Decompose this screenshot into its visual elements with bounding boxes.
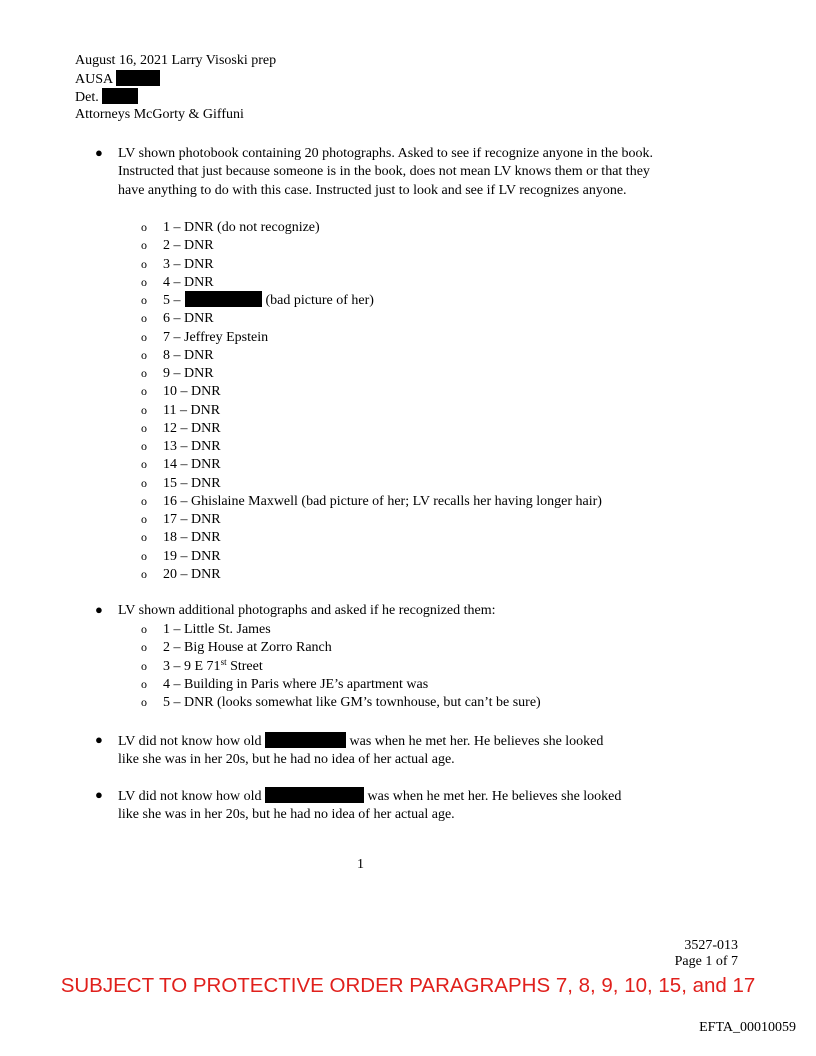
hollow-circle-icon: o bbox=[141, 439, 147, 453]
hollow-circle-icon: o bbox=[141, 329, 147, 344]
efta-id: EFTA_00010059 bbox=[699, 1020, 796, 1035]
redaction-box bbox=[116, 70, 160, 86]
list-item-suffix: (bad picture of her) bbox=[265, 293, 374, 308]
hollow-circle-icon: o bbox=[141, 347, 147, 362]
attorneys-line: Attorneys McGorty & Giffuni bbox=[75, 107, 244, 122]
list-item bbox=[141, 455, 221, 474]
section3-suffix: was when he met her. He believes she looked bbox=[349, 734, 604, 749]
page-number: 1 bbox=[357, 857, 364, 872]
list-item bbox=[141, 620, 271, 639]
list-item-text: 5 – bbox=[163, 293, 181, 308]
list-item bbox=[141, 255, 214, 274]
list-item-text: 6 – DNR bbox=[163, 311, 214, 327]
hollow-circle-icon: o bbox=[141, 695, 147, 709]
hollow-circle-icon: o bbox=[141, 274, 147, 289]
bullet-icon: ● bbox=[95, 145, 103, 160]
section4-prefix: LV did not know how old bbox=[118, 789, 262, 804]
list-item bbox=[141, 474, 221, 493]
list-item-text: 3 – 9 E 71 bbox=[163, 658, 221, 674]
list-item bbox=[141, 638, 332, 657]
list-item-text: 10 – DNR bbox=[163, 384, 221, 400]
list-item-text: 2 – Big House at Zorro Ranch bbox=[163, 640, 332, 656]
list-item bbox=[141, 328, 268, 347]
section3-para bbox=[118, 732, 658, 770]
list-item-text: 7 – Jeffrey Epstein bbox=[163, 329, 269, 345]
section4-line2: like she was in her 20s, but he had no idea of her actual age. bbox=[118, 807, 455, 823]
list-item bbox=[141, 565, 221, 584]
hollow-circle-icon: o bbox=[141, 238, 147, 253]
section3-line2: like she was in her 20s, but he had no idea of her actual age. bbox=[118, 752, 455, 768]
section4-suffix: was when he met her. He believes she looked bbox=[367, 789, 622, 804]
list-item-text: 17 – DNR bbox=[163, 512, 221, 527]
list-item-text: 15 – DNR bbox=[163, 475, 221, 491]
list-item bbox=[141, 218, 320, 237]
list-item-text: 2 – DNR bbox=[163, 238, 214, 254]
list-item-text: 1 – Little St. James bbox=[163, 622, 271, 637]
list-item-text: 1 – DNR (do not recognize) bbox=[163, 220, 320, 235]
list-item bbox=[141, 382, 221, 401]
hollow-circle-icon: o bbox=[141, 493, 147, 508]
det-line bbox=[75, 88, 138, 107]
list-item bbox=[141, 364, 214, 383]
hollow-circle-icon: o bbox=[141, 512, 147, 526]
list-item bbox=[141, 346, 214, 365]
list-item-text: 9 – DNR bbox=[163, 366, 214, 381]
hollow-circle-icon: o bbox=[141, 566, 147, 581]
list-item bbox=[141, 547, 221, 566]
ausa-line bbox=[75, 70, 160, 89]
list-item bbox=[141, 657, 263, 676]
list-item bbox=[141, 419, 221, 438]
list-item-text: 20 – DNR bbox=[163, 566, 221, 582]
hollow-circle-icon: o bbox=[141, 220, 147, 234]
hollow-circle-icon: o bbox=[141, 311, 147, 326]
list-item-text: 19 – DNR bbox=[163, 548, 221, 564]
list-item-text: 12 – DNR bbox=[163, 420, 221, 436]
document-code: 3527-013 bbox=[684, 938, 738, 953]
list-item-text: 4 – DNR bbox=[163, 274, 214, 290]
bullet-icon: ● bbox=[95, 732, 103, 747]
hollow-circle-icon: o bbox=[141, 457, 147, 472]
list-item bbox=[141, 693, 541, 712]
hollow-circle-icon: o bbox=[141, 366, 147, 380]
hollow-circle-icon: o bbox=[141, 548, 147, 563]
list-item-text: 16 – Ghislaine Maxwell (bad picture of her; LV recalls her having longer hair) bbox=[163, 493, 602, 509]
hollow-circle-icon: o bbox=[141, 475, 147, 490]
list-item-text: 11 – DNR bbox=[163, 402, 221, 418]
ausa-label: AUSA bbox=[75, 72, 113, 87]
hollow-circle-icon: o bbox=[141, 530, 147, 545]
list-item-text: 5 – DNR (looks somewhat like GM’s townhouse, but can’t be sure) bbox=[163, 695, 541, 710]
list-item bbox=[141, 236, 214, 255]
hollow-circle-icon: o bbox=[141, 420, 147, 435]
bullet-icon: ● bbox=[95, 787, 103, 802]
bullet-icon: ● bbox=[95, 602, 103, 617]
hollow-circle-icon: o bbox=[141, 640, 147, 655]
list-item-text: 14 – DNR bbox=[163, 457, 221, 473]
section4-para bbox=[118, 787, 658, 825]
det-label: Det. bbox=[75, 90, 99, 105]
hollow-circle-icon: o bbox=[141, 256, 147, 271]
protective-order-notice: SUBJECT TO PROTECTIVE ORDER PARAGRAPHS 7, 8, 9, 10, 15, and 17 bbox=[60, 974, 756, 997]
list-item-text: 13 – DNR bbox=[163, 439, 221, 454]
list-item-text: 18 – DNR bbox=[163, 530, 221, 546]
hollow-circle-icon: o bbox=[141, 402, 147, 417]
list-item bbox=[141, 437, 221, 456]
section3-prefix: LV did not know how old bbox=[118, 734, 262, 749]
header-title: August 16, 2021 Larry Visoski prep bbox=[75, 53, 277, 68]
list-item-text: 3 – DNR bbox=[163, 256, 214, 272]
list-item bbox=[141, 492, 602, 511]
list-item-suffix: Street bbox=[226, 658, 263, 674]
page-indicator: Page 1 of 7 bbox=[674, 954, 738, 969]
list-item bbox=[141, 510, 221, 529]
redaction-box bbox=[265, 787, 364, 803]
hollow-circle-icon: o bbox=[141, 293, 147, 307]
ordinal-suffix: st bbox=[220, 656, 227, 667]
hollow-circle-icon: o bbox=[141, 676, 147, 691]
list-item-text: 4 – Building in Paris where JE’s apartment was bbox=[163, 676, 429, 692]
list-item bbox=[141, 675, 428, 694]
hollow-circle-icon: o bbox=[141, 658, 147, 673]
list-item-text: 8 – DNR bbox=[163, 347, 214, 363]
redaction-box bbox=[102, 88, 138, 104]
list-item bbox=[141, 401, 220, 420]
hollow-circle-icon: o bbox=[141, 622, 147, 636]
redaction-box bbox=[185, 291, 262, 307]
list-item bbox=[141, 291, 374, 310]
list-item bbox=[141, 273, 214, 292]
list-item bbox=[141, 309, 214, 328]
redaction-box bbox=[265, 732, 346, 748]
list-item bbox=[141, 528, 221, 547]
hollow-circle-icon: o bbox=[141, 384, 147, 399]
section1-intro: LV shown photobook containing 20 photographs. Asked to see if recognize anyone in the book. Instructed that just because someone is in the book, does not mean LV knows them or that they have anything to do with this case. Instructed just to look and see if LV recognizes anyone. bbox=[118, 146, 654, 198]
section2-intro: LV shown additional photographs and asked if he recognized them: bbox=[118, 603, 496, 618]
